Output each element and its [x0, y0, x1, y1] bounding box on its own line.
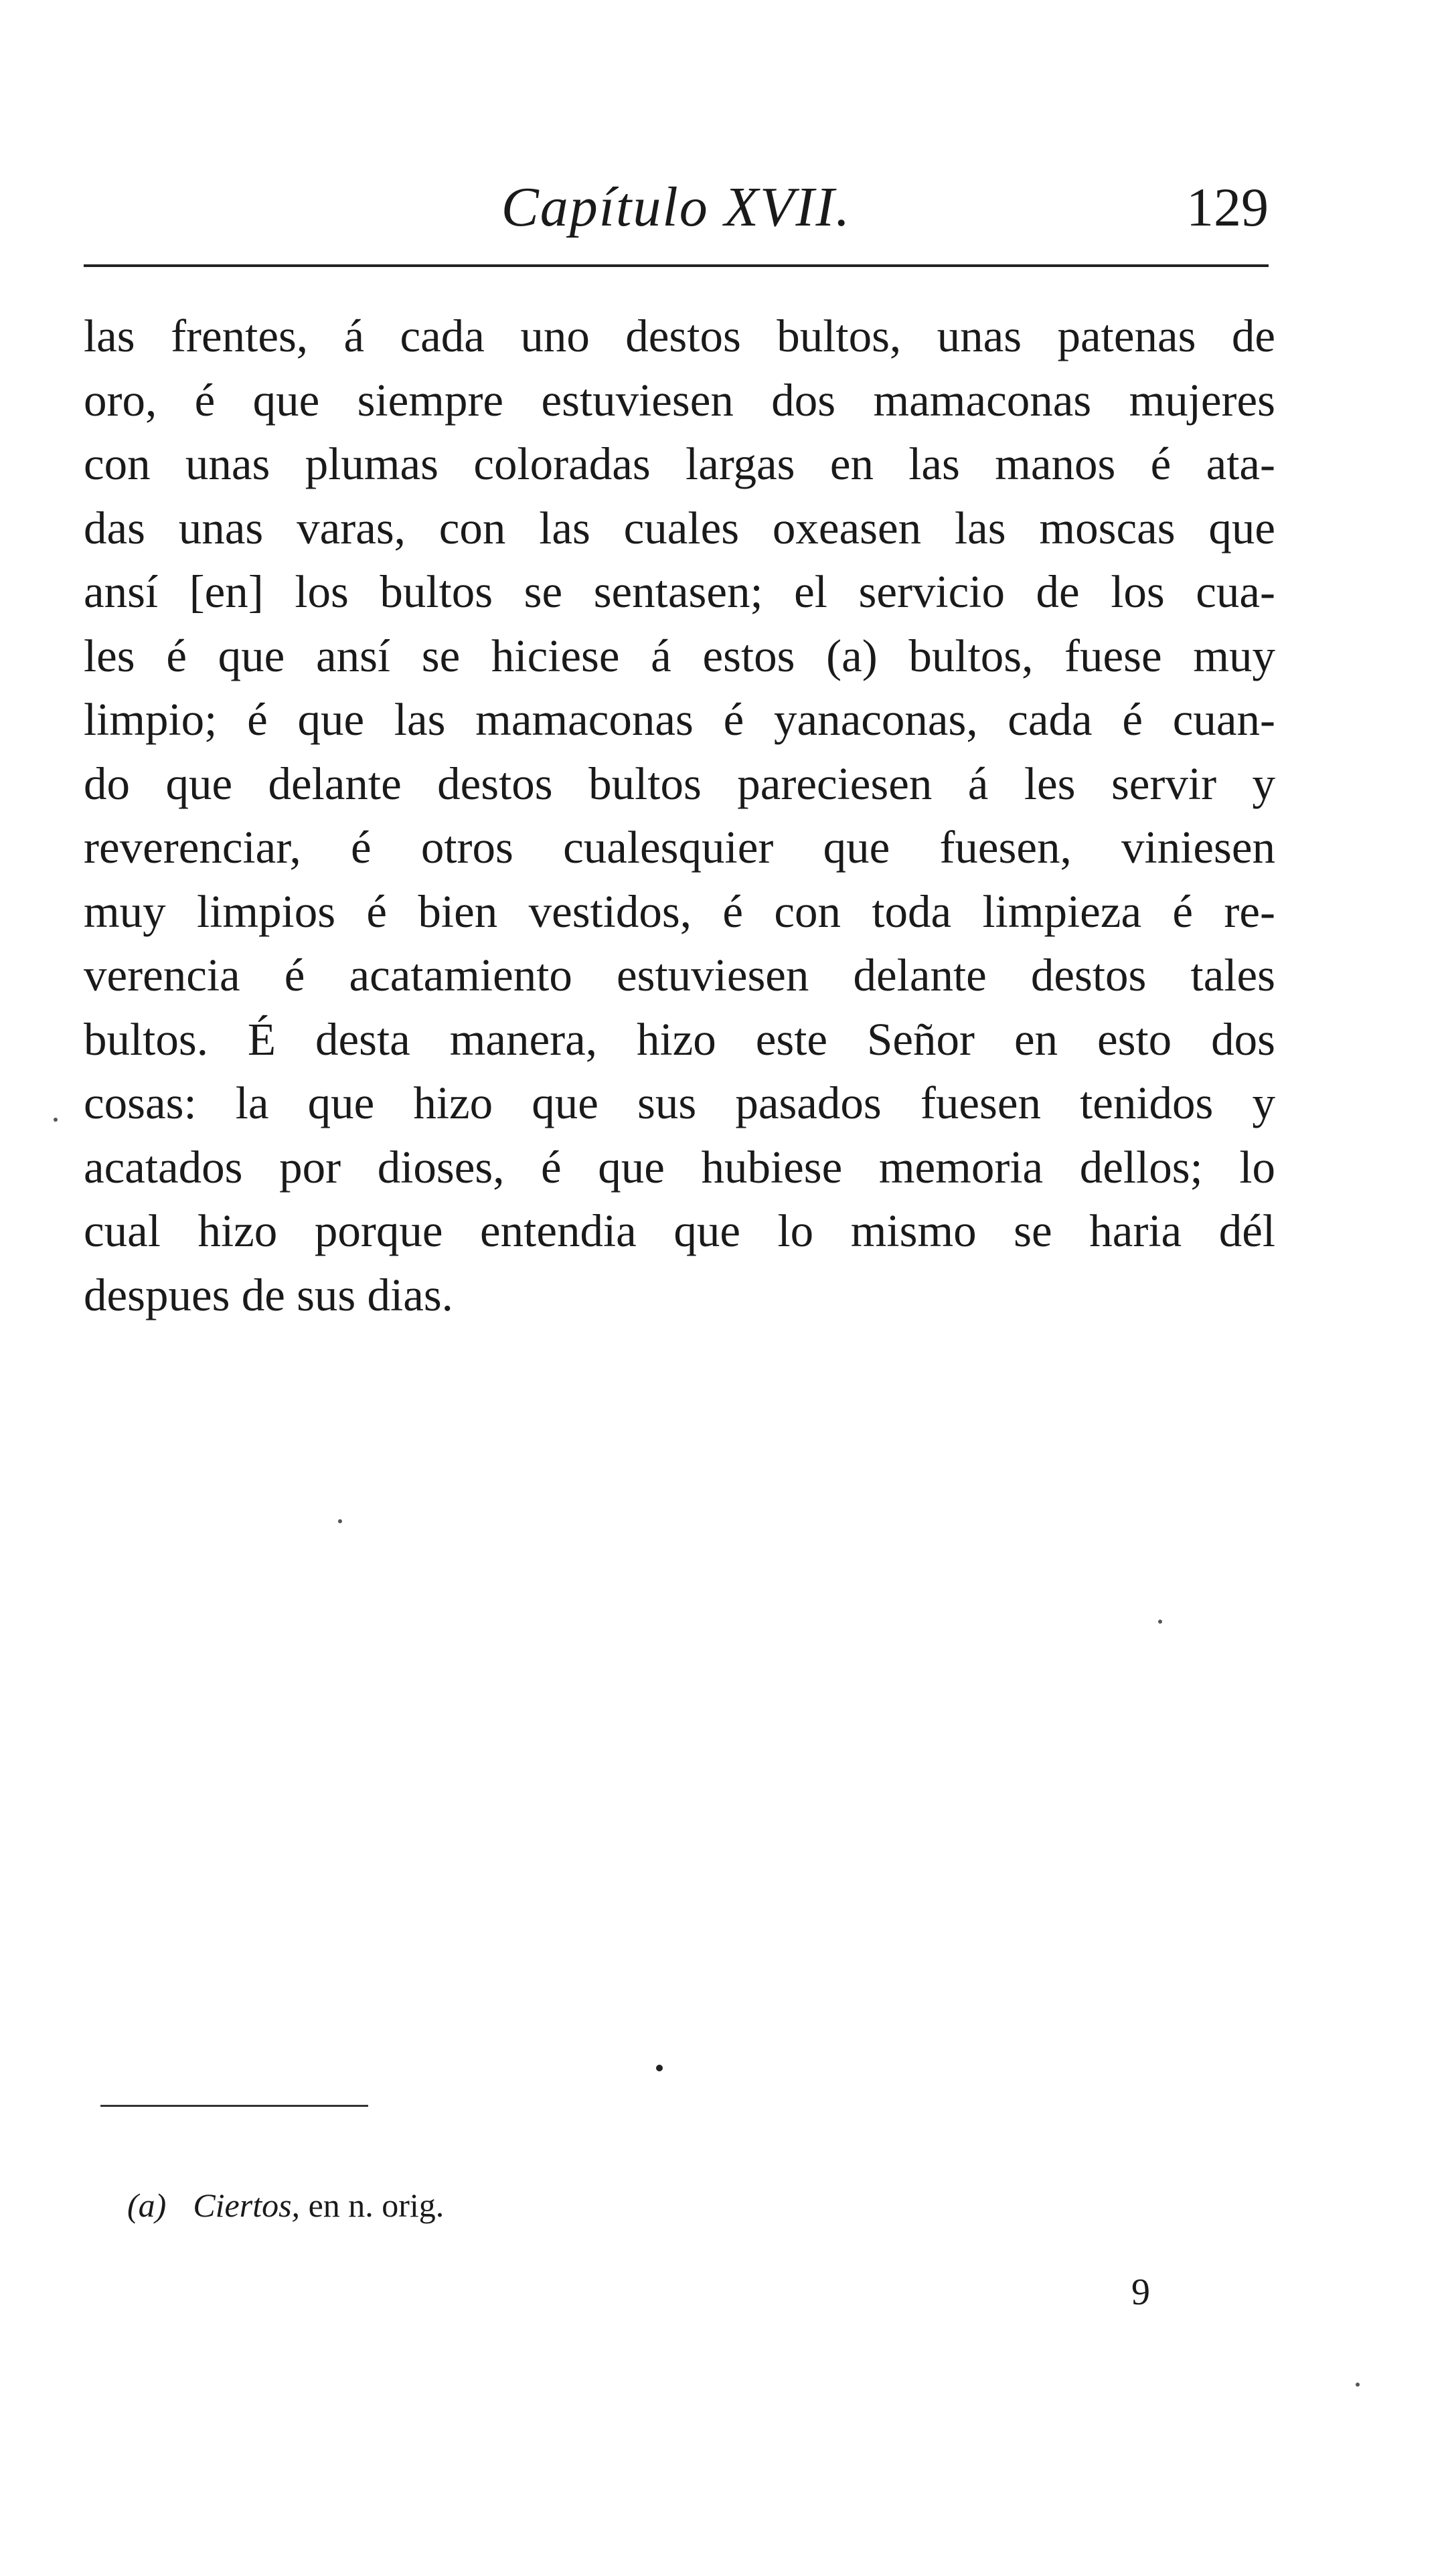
page-number: 129	[1186, 177, 1269, 238]
paper-speck	[656, 2065, 663, 2071]
text-line: verencia é acatamiento estuviesen delante destos tales	[84, 950, 1275, 1001]
text-line: acatados por dioses, é que hubiese memoria dellos; lo	[84, 1141, 1275, 1193]
text-line: cosas: la que hizo que sus pasados fuesen tenidos y	[84, 1078, 1275, 1128]
text-line: cual hizo porque entendia que lo mismo se haria dél	[84, 1205, 1275, 1256]
footnote-italic-text: Ciertos,	[193, 2186, 301, 2224]
text-line: bultos. É desta manera, hizo este Señor en esto dos	[84, 1013, 1275, 1065]
text-line: do que delante destos bultos pareciesen á les servir y	[84, 758, 1275, 809]
header-rule	[84, 264, 1269, 267]
text-line: con unas plumas coloradas largas en las manos é ata-	[84, 438, 1275, 489]
body-text	[84, 305, 1275, 1327]
text-line: les é que ansí se hiciese á estos (a) bultos, fuese muy	[84, 630, 1275, 681]
text-line: reverenciar, é otros cualesquier que fuesen, viniesen	[84, 822, 1275, 873]
text-line: oro, é que siempre estuviesen dos mamaconas mujeres	[84, 374, 1275, 426]
footnote	[127, 2182, 444, 2229]
paper-speck	[1158, 1620, 1162, 1624]
text-line: muy limpios é bien vestidos, é con toda limpieza é re-	[84, 885, 1275, 937]
footnote-marker: (a)	[127, 2186, 167, 2224]
footnote-rule	[100, 2105, 368, 2107]
footnote-text: en n. orig.	[300, 2186, 445, 2224]
text-line: ansí [en] los bultos se sentasen; el servicio de los cua-	[84, 566, 1275, 617]
paper-speck	[1356, 2383, 1360, 2387]
text-line: despues de sus dias.	[84, 1269, 453, 1320]
signature-mark: 9	[1131, 2271, 1150, 2313]
text-line: das unas varas, con las cuales oxeasen las moscas que	[84, 502, 1275, 553]
chapter-title: Capítulo XVII.	[501, 176, 852, 238]
running-head	[84, 171, 1269, 244]
text-line: las frentes, á cada uno destos bultos, unas patenas de	[84, 311, 1275, 361]
paper-speck	[338, 1519, 342, 1523]
text-line: limpio; é que las mamaconas é yanaconas, cada é cuan-	[84, 694, 1275, 745]
paper-speck	[54, 1118, 58, 1122]
